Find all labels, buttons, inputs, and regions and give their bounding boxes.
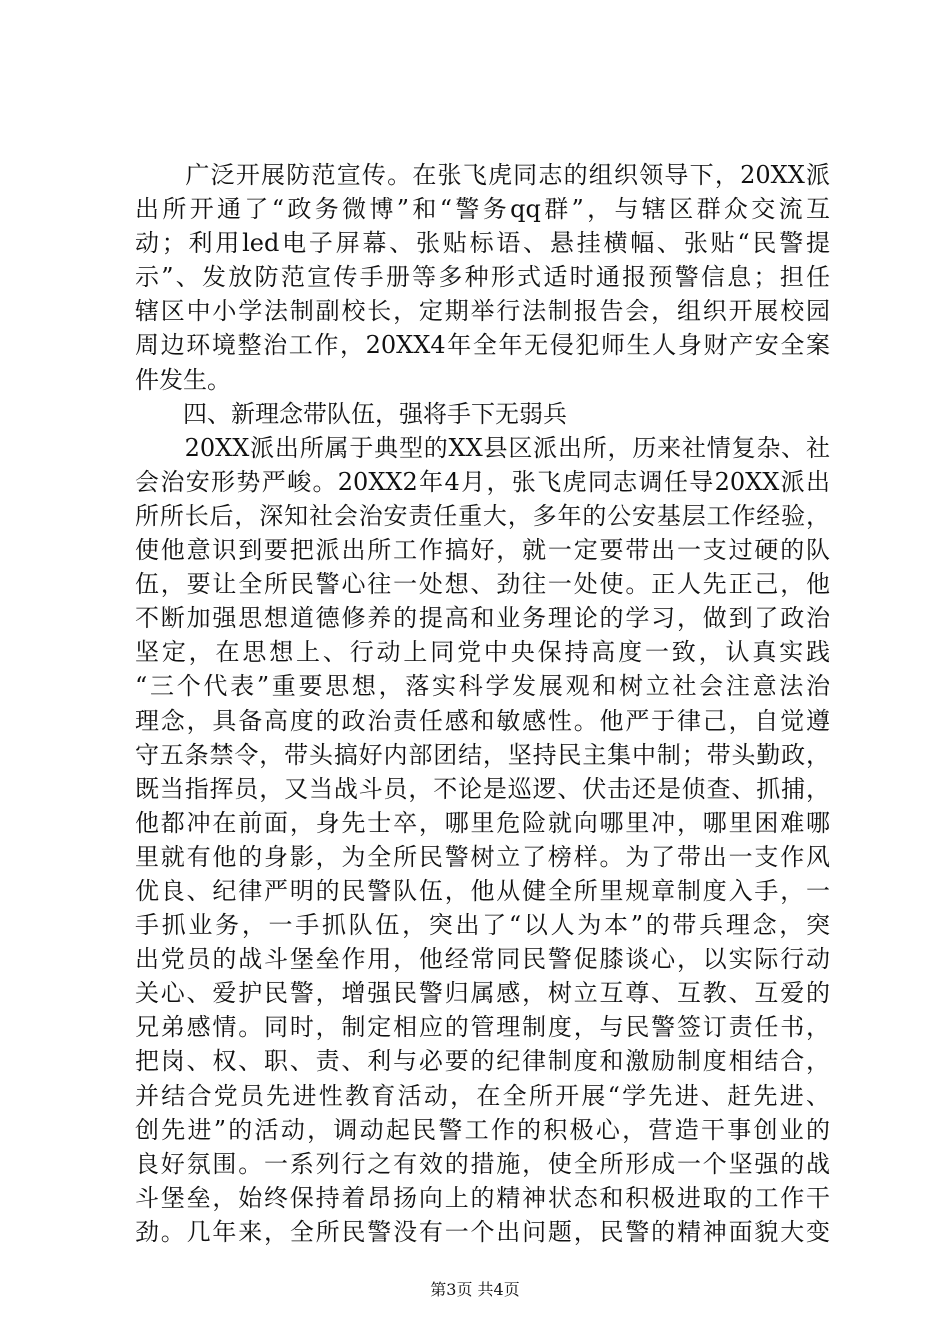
text-line: 伍，要让全所民警心往一处想、劲往一处使。正人先正己，他 (135, 570, 830, 599)
text-line: 创先进”的活动，调动起民警工作的积极心，营造干事创业的 (135, 1115, 830, 1144)
text-line: 理念，具备高度的政治责任感和敏感性。他严于律己，自觉遵 (135, 706, 830, 735)
text-line: 周边环境整治工作，20XX4年全年无侵犯师生人身财产安全案 (135, 331, 830, 360)
text-line: 使他意识到要把派出所工作搞好，就一定要带出一支过硬的队 (135, 536, 830, 565)
text-line: 所所长后，深知社会治安责任重大，多年的公安基层工作经验， (135, 501, 830, 530)
body-text (135, 158, 830, 1249)
text-line: 他都冲在前面，身先士卒，哪里危险就向哪里冲，哪里困难哪 (135, 808, 830, 837)
text-line: 20XX派出所属于典型的XX县区派出所，历来社情复杂、社 (135, 433, 830, 462)
text-line: 坚定，在思想上、行动上同党中央保持高度一致，认真实践 (135, 638, 830, 667)
text-line: 示”、发放防范宣传手册等多种形式适时通报预警信息；担任 (135, 263, 830, 292)
section-heading: 四、新理念带队伍，强将手下无弱兵 (135, 399, 567, 428)
text-line: 辖区中小学法制副校长，定期举行法制报告会，组织开展校园 (135, 297, 830, 326)
text-line: 不断加强思想道德修养的提高和业务理论的学习，做到了政治 (135, 604, 830, 633)
text-line: 守五条禁令，带头搞好内部团结，坚持民主集中制；带头勤政， (135, 740, 830, 769)
text-line: 动；利用led电子屏幕、张贴标语、悬挂横幅、张贴“民警提 (135, 229, 830, 258)
text-line: 劲。几年来，全所民警没有一个出问题，民警的精神面貌大变 (135, 1217, 830, 1246)
text-line: 里就有他的身影，为全所民警树立了榜样。为了带出一支作风 (135, 842, 830, 871)
text-line: 兄弟感情。同时，制定相应的管理制度，与民警签订责任书， (135, 1013, 830, 1042)
text-line: 良好氛围。一系列行之有效的措施，使全所形成一个坚强的战 (135, 1149, 830, 1178)
text-line: 优良、纪律严明的民警队伍，他从健全所里规章制度入手，一 (135, 876, 830, 905)
text-line: 手抓业务，一手抓队伍，突出了“以人为本”的带兵理念，突 (135, 911, 830, 940)
text-line: 会治安形势严峻。20XX2年4月，张飞虎同志调任导20XX派出 (135, 467, 830, 496)
page-number-footer: 第3页 共4页 (430, 1280, 520, 1299)
text-line: 把岗、权、职、责、利与必要的纪律制度和激励制度相结合， (135, 1047, 830, 1076)
text-line: 广泛开展防范宣传。在张飞虎同志的组织领导下，20XX派 (135, 161, 830, 189)
text-line: 件发生。 (135, 365, 231, 394)
text-line: 并结合党员先进性教育活动，在全所开展“学先进、赶先进、 (135, 1081, 830, 1110)
text-line: 既当指挥员，又当战斗员，不论是巡逻、伏击还是侦查、抓捕， (135, 774, 830, 803)
text-line: “三个代表”重要思想，落实科学发展观和树立社会注意法治 (135, 672, 830, 701)
text-line: 出党员的战斗堡垒作用，他经常同民警促膝谈心，以实际行动 (135, 945, 830, 974)
text-line: 出所开通了“政务微博”和“警务qq群”，与辖区群众交流互 (135, 195, 830, 224)
text-line: 关心、爱护民警，增强民警归属感，树立互尊、互教、互爱的 (135, 979, 830, 1008)
text-line: 斗堡垒，始终保持着昂扬向上的精神状态和积极进取的工作干 (135, 1183, 830, 1212)
